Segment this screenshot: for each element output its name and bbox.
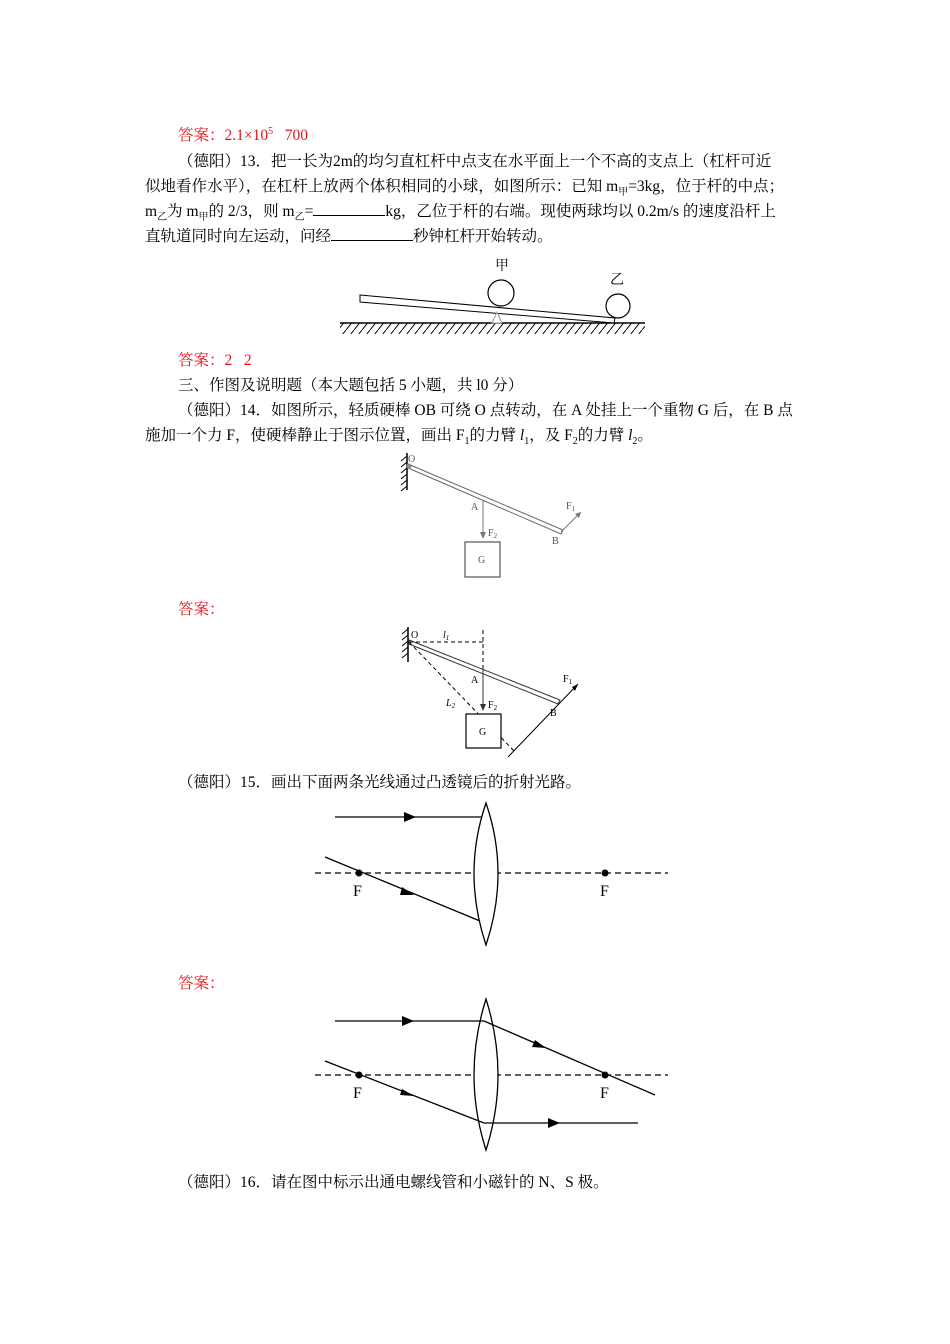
label-jia: 甲: [495, 259, 509, 274]
rod-ob: [408, 464, 563, 534]
wall-hatch: [402, 629, 408, 658]
q14-answer-label: 答案：: [178, 601, 225, 618]
q15-question: （德阳）15．画出下面两条光线通过凸透镜后的折射光路。: [178, 774, 582, 791]
focus-point-right: [602, 870, 609, 877]
answer-value: $2.1\times 10^5$ 700: [224, 125, 309, 144]
label-l1: $l_1$: [443, 630, 450, 642]
label-b: B: [552, 536, 559, 547]
q13-line-2: 似地看作水平），在杠杆上放两个体积相同的小球，如图所示：已知 $m_甲=3kg$，位于杆的中点；: [145, 178, 785, 199]
q13-line-3: $m_乙$为 $m_甲$的 2/3，则 $m_乙=$ kg，乙位于杆的右端。现使两球均以 0.2m/s 的速度沿杆上: [145, 203, 776, 224]
ground-hatch: [340, 323, 645, 334]
label-f-right: F: [600, 883, 609, 900]
label-a: A: [471, 675, 479, 686]
ball-jia: [488, 280, 514, 306]
answer-blank[interactable]: [331, 226, 413, 241]
label-f-right: F: [600, 1085, 609, 1102]
ball-yi: [606, 294, 630, 318]
focus-point-left: [356, 1072, 363, 1079]
label-o: O: [408, 454, 416, 465]
q14-line-2: 施加一个力 F，使硬棒静止于图示位置，画出 $F_1$的力臂 $l_1$，及 $F_2$的力臂 $l_2$。: [145, 427, 653, 448]
ray-arrow: [548, 1118, 560, 1128]
rod-answer-figure: [400, 622, 600, 762]
rod-ob: [409, 640, 560, 704]
lever-rod: [360, 295, 615, 323]
answer-label: 答案：: [178, 127, 225, 144]
label-g: G: [478, 555, 486, 566]
ray-arrow: [402, 1016, 414, 1026]
label-f2: $F_2$: [488, 528, 498, 540]
q13-line-1: （德阳）13．把一长为2m的均匀直杠杆中点支在水平面上一个不高的支点上（杠杆可近: [178, 153, 772, 170]
convex-lens: [474, 803, 498, 945]
label-b: B: [550, 708, 557, 719]
rod-figure: [395, 450, 595, 585]
q13-answer: [178, 349, 252, 373]
label-f1: $F_1$: [566, 501, 576, 513]
label-yi: 乙: [610, 273, 624, 288]
label-f-left: F: [353, 1085, 362, 1102]
q16-question: （德阳）16．请在图中标示出通电螺线管和小磁针的 N、S 极。: [178, 1174, 609, 1191]
section-heading: 三、作图及说明题（本大题包括 5 小题，共 l0 分）: [178, 377, 524, 394]
label-f-left: F: [353, 883, 362, 900]
f2-arrow: [480, 704, 486, 711]
label-f2: $F_2$: [488, 700, 498, 712]
q12-answer: [178, 124, 308, 148]
label-f1: $F_1$: [563, 674, 573, 686]
f2-arrow: [480, 532, 486, 539]
lens-figure: [310, 795, 680, 955]
answer-label: 答案：: [178, 352, 225, 369]
label-g: G: [479, 727, 487, 738]
label-o: O: [411, 630, 419, 641]
q15-answer-label: 答案：: [178, 975, 225, 992]
ray-arrow: [400, 887, 414, 895]
label-a: A: [471, 502, 479, 513]
wall-hatch: [401, 456, 407, 491]
lens-answer-figure: [310, 995, 680, 1155]
ray-parallel-out: [484, 1021, 655, 1095]
label-l2: $L_2$: [446, 698, 456, 710]
focus-point-right: [602, 1072, 609, 1079]
q14-line-1: （德阳）14．如图所示，轻质硬棒 OB 可绕 O 点转动，在 A 处挂上一个重物 G 后，在 B 点: [178, 402, 793, 419]
lever-figure: [330, 250, 660, 340]
q13-line-4: 直轨道同时向左运动，问经 秒钟杠杆开始转动。: [145, 228, 553, 245]
ray-arrow: [404, 812, 416, 822]
focus-point-left: [356, 870, 363, 877]
answer-value: 2 2: [224, 352, 252, 369]
answer-blank[interactable]: [313, 201, 385, 216]
ray-arrow: [400, 1089, 414, 1096]
ray-arrow: [532, 1040, 546, 1048]
